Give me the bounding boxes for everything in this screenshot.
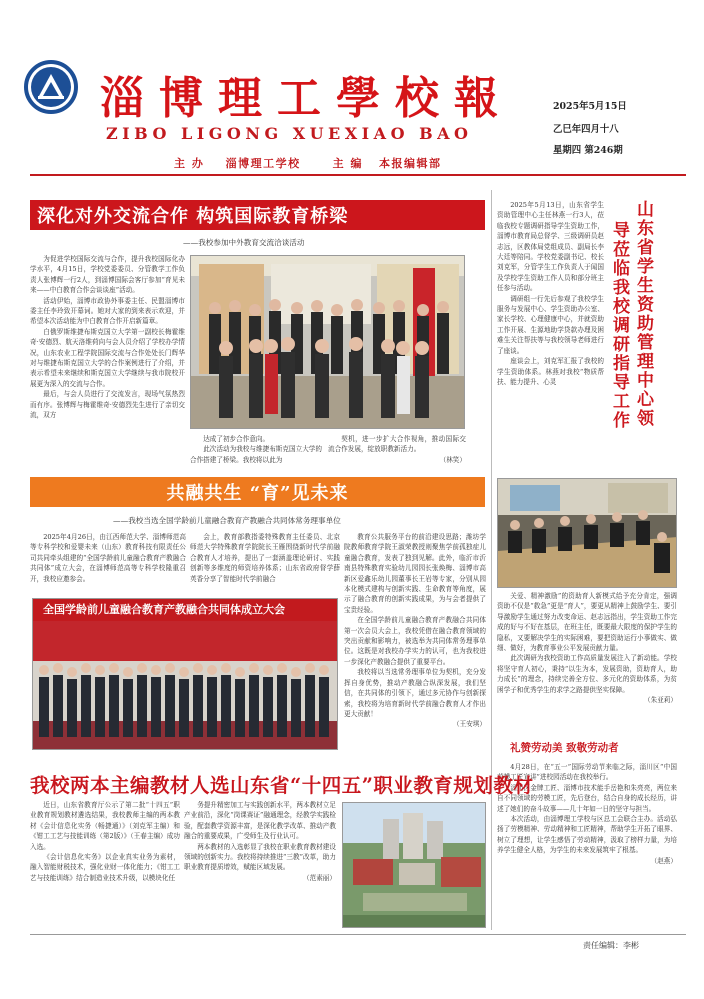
paragraph: 此次活动为我校与维捷布斯克国立大学的合作搭建了桥梁。我校将以此为 <box>190 445 322 464</box>
sidebar-meeting-photo <box>497 478 677 588</box>
logo-emblem-icon <box>26 62 76 112</box>
paragraph: 关爱、精神激励”的资助育人新模式给予充分肯定，强调资助不仅是“救急”更是“育人”，要更从精神上鼓励学生、要引导激励学生通过努力改变命运、赵志远指出，学生资助工作完成的好与不好在基层，在班主任，既要最大限度的保护学生的隐私，又要解决学生的实际困难，要把资助运行小事做实、做细、做好，为教育事业公平发展贡献力量。 <box>497 592 677 653</box>
responsible-editor: 责任编辑：李彬 <box>583 941 639 950</box>
photo-banner: 全国学龄前儿童融合教育产教融合共同体成立大会 <box>33 599 338 621</box>
campus-aerial-image <box>343 803 486 928</box>
article1-headline: 深化对外交流合作 构筑国际教育桥梁 <box>30 200 485 230</box>
footer-divider <box>30 934 686 935</box>
group-photo-image <box>191 256 465 429</box>
article2-col2 <box>190 532 340 596</box>
masthead-divider <box>30 174 686 176</box>
article2-col1 <box>30 532 186 596</box>
paragraph: 会上，教育部教指委特殊教育主任委员、北京师范大学特殊教育学院院长王雁围绕新时代学前融合教育人才培养，提出了一套涵盖理论研讨、实践创新等多维度的师资培养体系；山东省政府督学薛英香分享了智能时代学前融合 <box>190 533 340 583</box>
issue-date: 2025年5月15日 <box>553 101 627 112</box>
paragraph: 在全国学龄前儿童融合教育产教融合共同体第一次会员大会上，我校凭借在融合教育领域的突出贡献和影响力，被选举为共同体常务理事单位。这既是对我校办学实力的认可，也为我校进一步深化产教融合提供了重要平台。 <box>344 616 486 666</box>
article1-col2 <box>190 434 322 476</box>
meeting-photo-image <box>498 479 677 588</box>
paragraph: 最后，与会人员进行了交流发言，现场气氛热烈而有序。张博辉与梅霍维奇·安德烈先生进行了亲切交流，双方 <box>30 390 185 420</box>
paragraph: 我校将以当选常务理事单位为契机，充分发挥自身优势，推动产教融合纵深发展，我们坚信，在共同体的引领下，通过多元协作与创新探索，我校将为培育新时代学前融合教育人才作出更大贡献！ <box>344 668 486 718</box>
sidebar-headline-2: 礼赞劳动美 致敬劳动者 <box>510 742 619 754</box>
editor-label: 主 编 <box>332 157 363 170</box>
paragraph: 本次活动，由淄博理工学校与区总工会联合主办。活动弘扬了劳模精神、劳动精神和工匠精神，帮助学生开拓了眼界、树立了理想，让学生感悟了劳动精神，汲取了榜样力量，为培养学生健全人格，为学生的未来发展筑牢了根基。 <box>497 815 677 855</box>
paragraph: 2025年5月13日，山东省学生资助管理中心主任林燕一行3人，莅临我校专题调研指导学生资助工作，淄博市教育局总督学、三级调研员赵志远，区教体局党组成员、副局长李大廷等陪同。学校党委副书记、校长刘克军，分管学生工作负责人于闻国及学校学生资助工作人员和部分班主任参与活动。 <box>497 201 604 293</box>
paragraph: 淄川区金牌工匠、淄博市技术能手岳艳和朱亮亮，两位来自不同领域的劳模工匠，先后登台，结合自身的成长经历，讲述了她们的奋斗故事——几十年如一日的坚守与担当。 <box>497 783 677 813</box>
paragraph: 两本教材的入选彰显了我校在职业教育教材建设领域的创新实力。我校将持续推进“三教”改革，助力职业教育提质增效，赋能区域发展。 <box>184 842 336 872</box>
article2-col3 <box>344 532 486 754</box>
sidebar-bottom-text <box>497 591 677 733</box>
paragraph: 座谈会上，刘克军汇报了我校的学生资助体系。林燕对我校“物质帮扶、能力提升、心灵 <box>497 357 604 386</box>
host-label: 主 办 <box>174 157 205 170</box>
vertical-headline-part-2: 导莅临我校调研指导工作 <box>613 221 630 431</box>
sidebar-vertical-headline-right <box>635 201 656 429</box>
sidebar-signature-1: （朱亚莉） <box>644 696 677 705</box>
newspaper-title: 淄博理工學校報 <box>100 73 513 124</box>
article1-col3 <box>328 434 466 476</box>
article2-signature: （王安琪） <box>453 720 486 729</box>
article1-signature: （林笑） <box>439 455 466 464</box>
paragraph: 活动伊始，淄博市政协外事委主任、民盟淄博市委主任李玲致开幕词。她对大家的到来表示欢迎，并希望本次活动能为中白教育合作开启新篇章。 <box>30 296 185 326</box>
paragraph: 调研组一行先后参观了我校学生服务与发展中心、学生资助办公室、家长学校、心理健康中心，并就资助工作开展、生源地助学贷款办理及困难生关注帮扶等与我校领导老师进行了座谈。 <box>497 294 604 355</box>
article3-col2 <box>184 800 336 930</box>
paragraph: 契机，进一步扩大合作视角，推动国际交流合作发展，绽放职教新活力。 <box>328 435 466 454</box>
article3-col1 <box>30 800 180 930</box>
host-line <box>174 155 442 171</box>
sidebar-signature-2: （赵燕） <box>650 856 677 865</box>
paragraph: 教育公共服务平台的前沿建设思路；潍坊学院教师教育学院王淑荣教授则聚焦学前孤独症儿童融合教育，发表了独到见解。此外，临沂市沂南县特殊教育实验幼儿园园长张焕梅、淄博市高新区爱鑫乐幼儿园董事长王岩等专家，分别从园本化模式建构与创新实践、生命教育等角度，展示了融合教育的创新实践成果，为与会者提供了宝贵经验。 <box>344 533 486 614</box>
paragraph: 2025年4月26日，由江西师范大学、淄博师范高等专科学校和爱婴未来（山东）教育科技有限责任公司共同牵头组建的“全国学龄前儿童融合教育产教融合共同体”成立大会，在淄博师范高等专科学校隆重召开，我校应邀参会。 <box>30 533 186 583</box>
article1-photo <box>190 255 465 429</box>
article2-photo <box>32 598 338 750</box>
paragraph: 近日，山东省教育厅公示了第二批“十四五”职业教育规划教材遴选结果，我校教师主编的两本教材《会计信息化实务（畅捷通）》（刘克军主编）和《钳工工艺与技能训练（第2版）》（王春主编）成功入选。 <box>30 801 180 851</box>
editor-name: 本报编辑部 <box>379 157 442 170</box>
article1-col1 <box>30 254 185 451</box>
lunar-date: 乙巳年四月十八 <box>553 124 619 135</box>
paragraph: 为促进学校国际交流与合作，提升我校国际化办学水平，4月15日，学校党委委员、分管教学工作负责人张博辉一行2人，到淄博国际会客厅参加“育见未来——中白教育合作会谈谈座”活动。 <box>30 255 185 295</box>
article2-subtitle: ——我校当选全国学龄前儿童融合教育产教融合共同体常务理事单位 <box>113 516 341 525</box>
article1-subtitle: ——我校参加中外教育交流洽谈活动 <box>183 238 305 247</box>
paragraph: 此次调研为我校资助工作高质量发展注入了新动能。学校将坚守育人初心，秉持“以生为本，发展资助，资助育人，助力成长”的理念，持续完善全方位、多元化的资助体系，为贫困学子和优秀学生的求学之路提供坚实保障。 <box>497 654 677 694</box>
paragraph: 白俄罗斯维捷布斯克国立大学第一副校长梅霍维奇·安德烈、航天洛维荷向与会人员介绍了学校办学情况，山东农业工程学院国际交流与合作处处长门辉华对与维捷布斯克国立大学的合作案例进行了介绍，并表示希望未来继续和斯克国立大学继续与我市院校开展更为深入的交流与合作。 <box>30 327 185 388</box>
paragraph: 达成了初步合作意向。 <box>203 435 270 443</box>
paragraph: 4月28日，在“五一”国际劳动节来临之际，淄川区“中国劳模工匠宣讲”进校园活动在我校举行。 <box>497 763 677 782</box>
weekday-issue: 星期四 第246期 <box>553 145 623 156</box>
article2-headline: 共融共生 “育”见未来 <box>30 477 485 507</box>
paragraph: 务提升精密加工与实践创新水平，两本教材立足产业前沿，深化“岗课赛证”融通理念，经教学实践检验，配套教学资源丰富，是深化教学改革、推动产教融合的重要成果，广受师生及行业认可。 <box>184 801 336 841</box>
article3-signature: （范素丽） <box>303 873 336 882</box>
article3-headline: 我校两本主编教材人选山东省“十四五”职业教育规划教材 <box>30 774 534 797</box>
newspaper-pinyin: ZIBO LIGONG XUEXIAO BAO <box>106 124 473 143</box>
conference-photo-image <box>33 599 338 750</box>
sidebar-top-text <box>497 200 604 468</box>
school-logo <box>24 60 78 114</box>
host-name: 淄博理工学校 <box>225 157 301 170</box>
paragraph: 《会计信息化实务》以企业真实业务为素材，融入智能财税技术，强化业财一体化能力；《钳工工艺与技能训练》结合制造业技术升级，以模块化任 <box>30 853 180 882</box>
vertical-headline-part-1: 山东省学生资助管理中心领 <box>637 200 654 429</box>
sidebar-vertical-headline-left <box>611 222 632 431</box>
article3-campus-photo <box>342 802 486 928</box>
column-divider <box>491 190 492 930</box>
